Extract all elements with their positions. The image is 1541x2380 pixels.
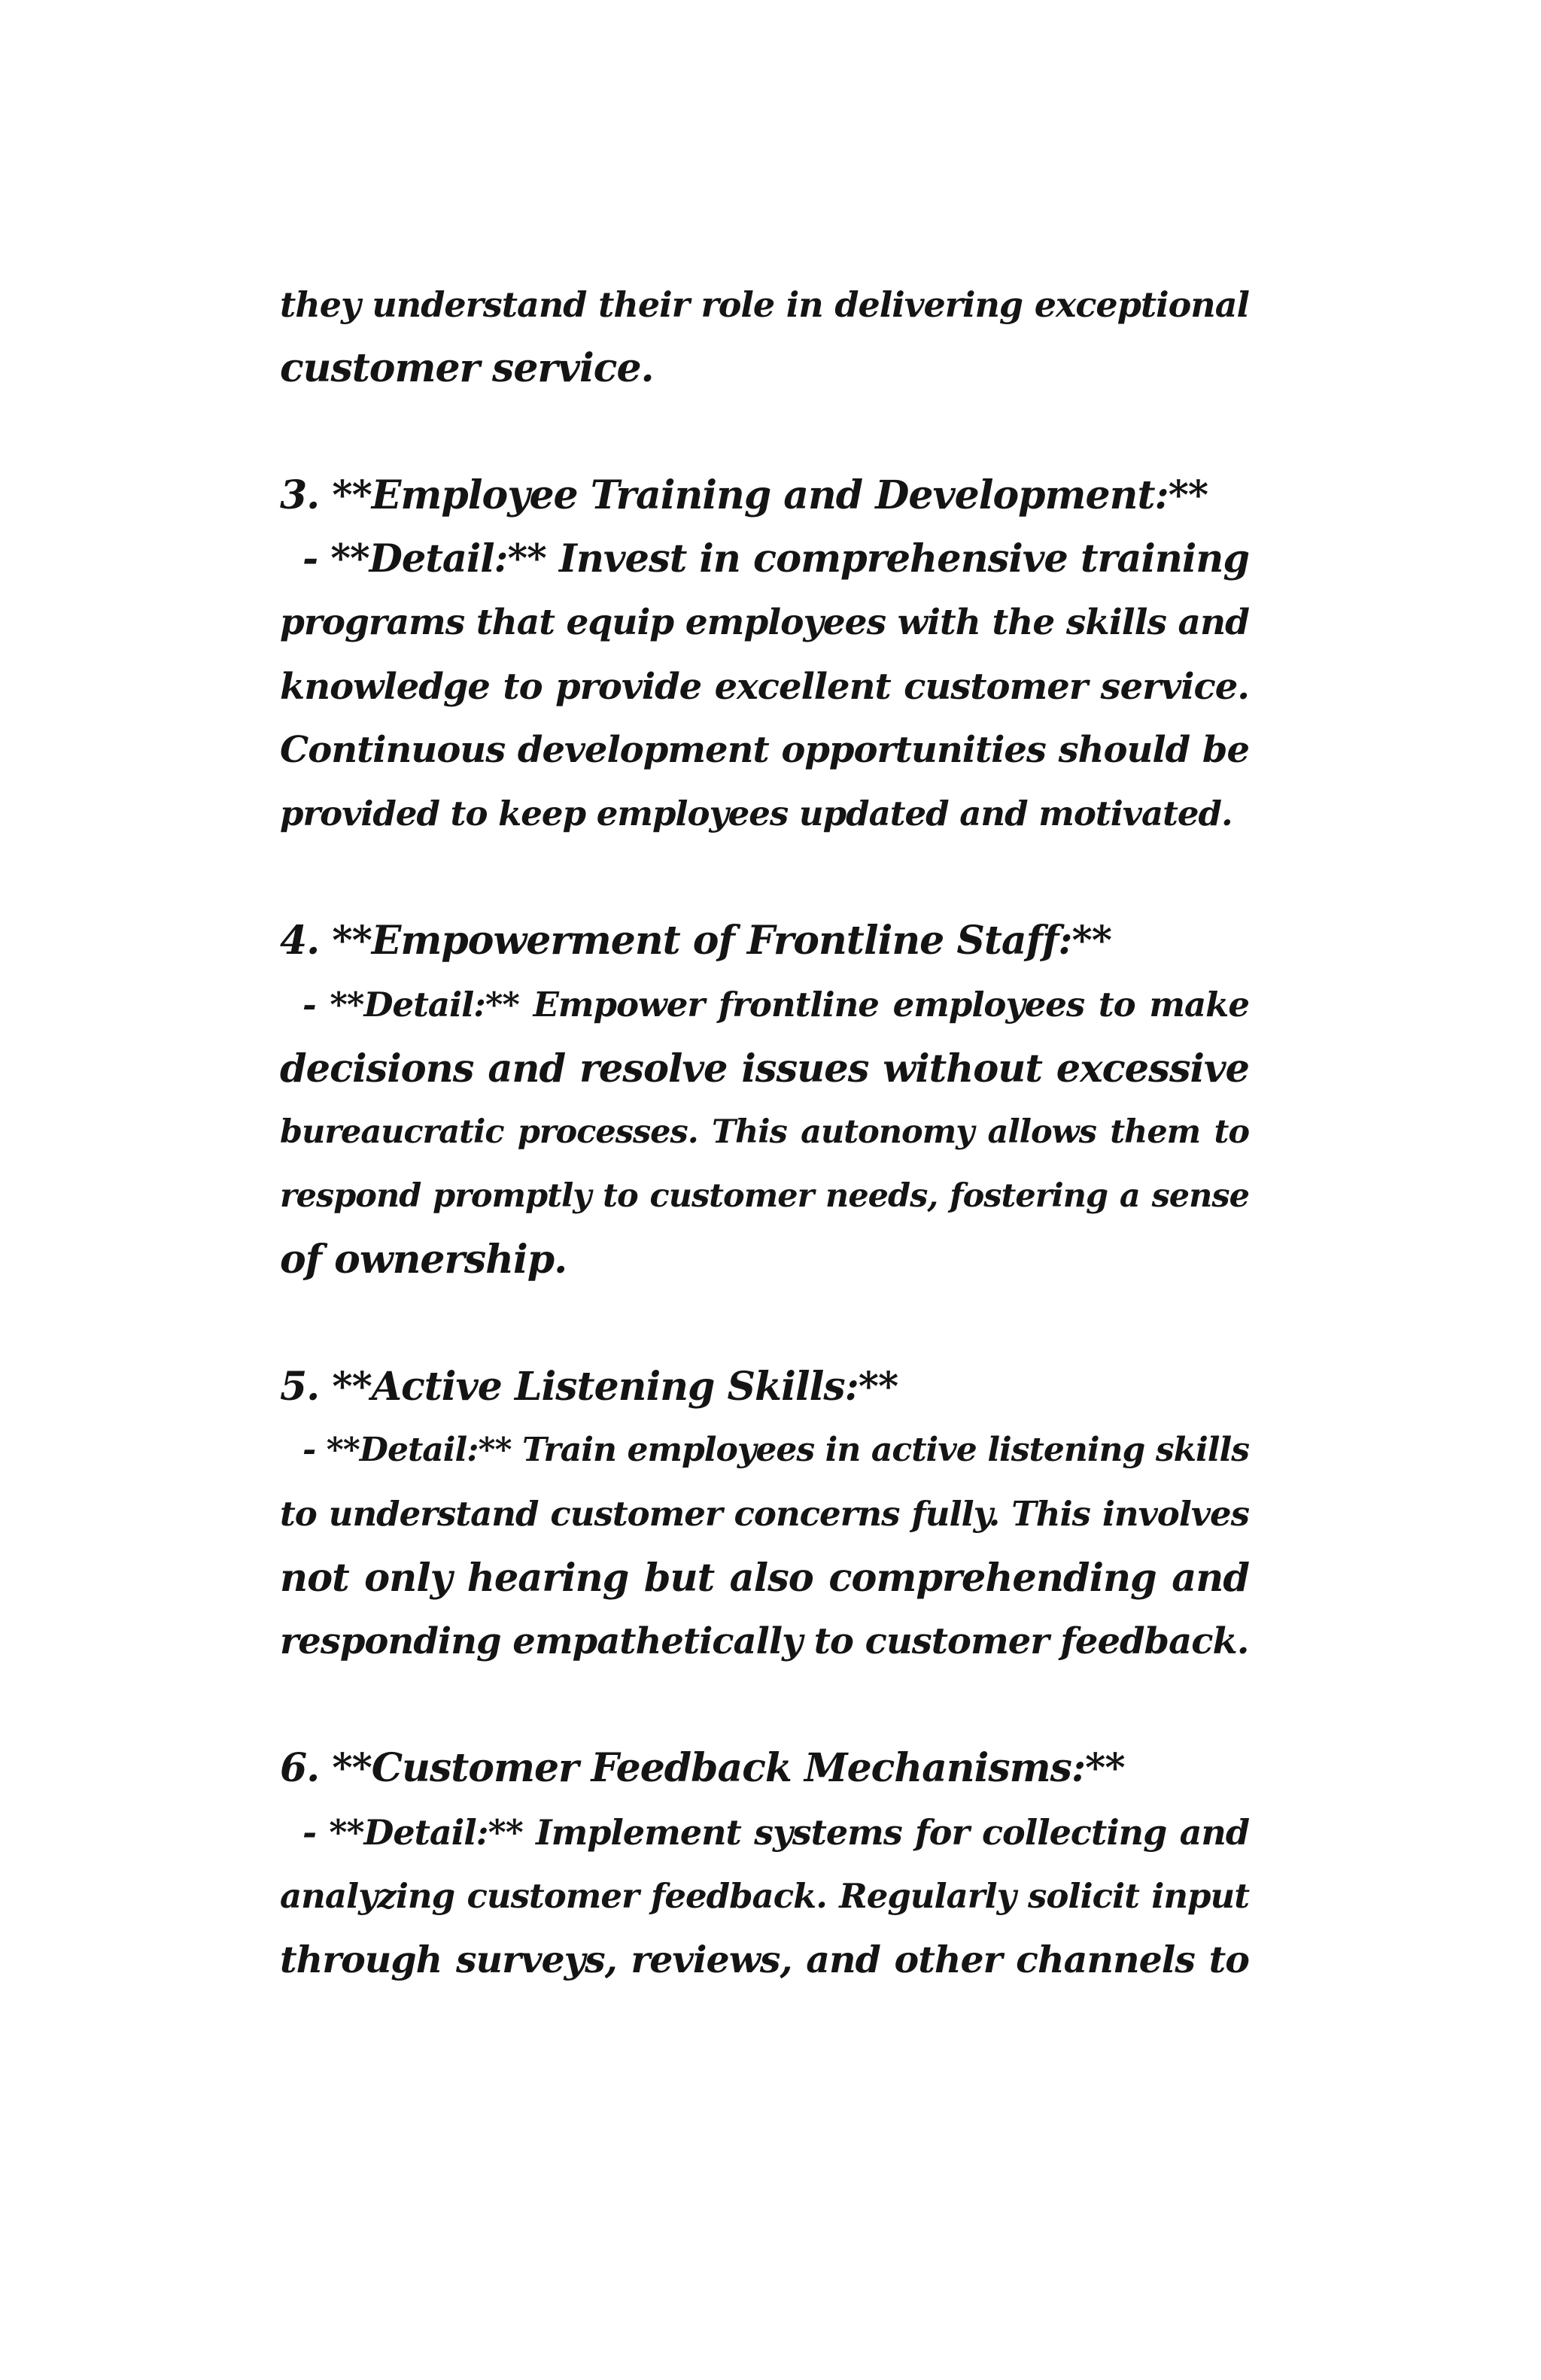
item-detail-line: - **Detail:** Train employees in active listening skills [302,1431,1249,1469]
item-detail-line: decisions and resolve issues without excessive [280,1046,1249,1091]
item-detail-line: programs that equip employees with the skills and [280,602,1249,643]
item-detail-line: responding empathetically to customer feedback. [280,1620,1249,1662]
item-detail-line: of ownership. [280,1237,567,1283]
item-detail-line: provided to keep employees updated and motivated. [280,794,1232,833]
paragraph-line: customer service. [280,345,654,391]
item-detail-line: - **Detail:** Empower frontline employees to make [302,985,1249,1025]
item-heading: 5. **Active Listening Skills:** [280,1364,898,1410]
item-detail-line: through surveys, reviews, and other channels to [280,1938,1249,1981]
item-detail-line: respond promptly to customer needs, fostering a sense [280,1177,1249,1215]
item-detail-line: not only hearing but also comprehending and [280,1556,1249,1601]
item-heading: 6. **Customer Feedback Mechanisms:** [280,1745,1125,1791]
item-detail-line: knowledge to provide excellent customer service. [280,666,1249,708]
item-heading: 4. **Empowerment of Frontline Staff:** [280,918,1111,964]
item-detail-line: - **Detail:** Implement systems for collecting and [302,1812,1249,1853]
item-detail-line: to understand customer concerns fully. This involves [280,1494,1249,1534]
item-detail-line: Continuous development opportunities should be [280,729,1249,771]
paragraph-line: they understand their role in delivering exceptional [280,284,1249,325]
item-detail-line: analyzing customer feedback. Regularly solicit input [280,1876,1249,1916]
item-detail-line: - **Detail:** Invest in comprehensive training [302,536,1249,581]
item-detail-line: bureaucratic processes. This autonomy allows them to [280,1113,1249,1151]
item-heading: 3. **Employee Training and Development:** [280,472,1208,518]
